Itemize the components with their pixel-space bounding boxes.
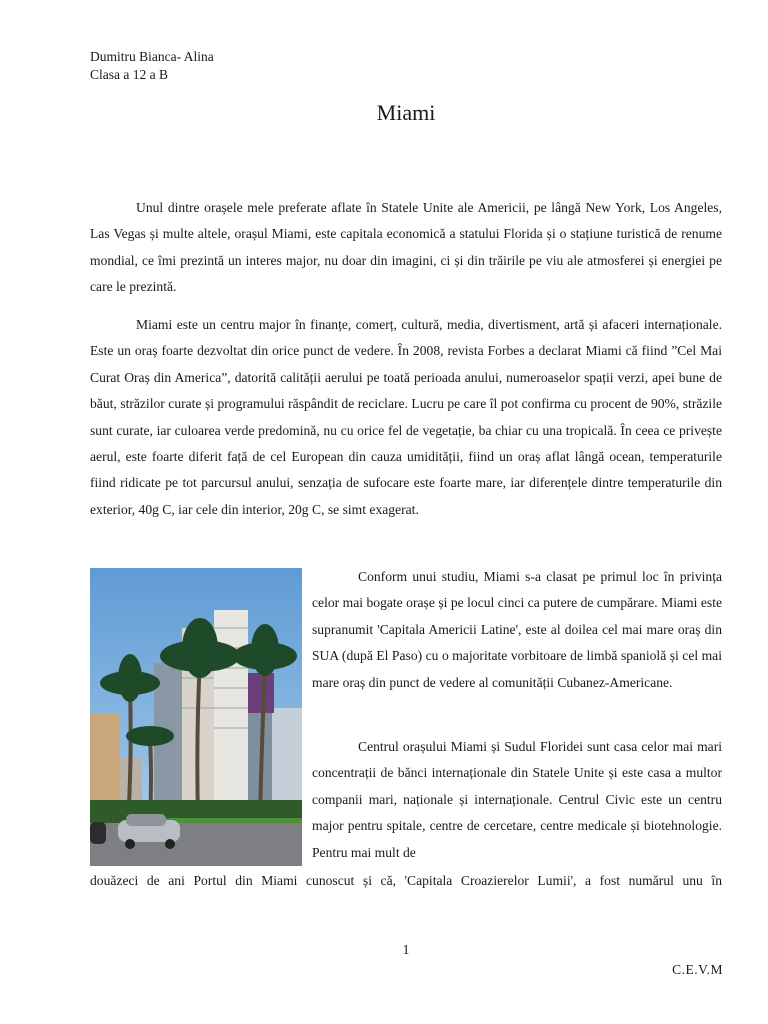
page-number: 1 [402,942,410,957]
author-name: Dumitru Bianca- Alina [90,49,214,64]
page-title: Miami [376,100,436,125]
author-block [90,48,214,84]
paragraph-downtown: Centrul orașului Miami și Sudul Floridei sunt casa celor mai mari concentrații de bănci internaționale din Statele Unite și este casa a multor companii mari, naționale și internaționale. Centrul Civic este un centru major pentru spitale, centre de cercetare, centre medicale și biotehnologie. Pentru mai mult de [312,739,722,860]
paragraph-downtown-continued: douăzeci de ani Portul din Miami cunoscut și că, 'Capitala Croazierelor Lumii', a fost numărul unu în [90,873,722,888]
footer-text: C.E.V.M [672,962,723,977]
paragraph-intro: Unul dintre orașele mele preferate aflate în Statele Unite ale Americii, pe lângă New York, Los Angeles, Las Vegas și multe altele, orașul Miami, este capitala economică a statului Florida și o stațiune turistică de renume mondial, ce îmi prezintă un interes major, nu doar din imagini, ci și din trăirile pe viu ale atmosferei și energiei pe care le prezintă. [90,200,722,295]
paragraph-wealth: Conform unui studiu, Miami s-a clasat pe primul loc în privința celor mai bogate orașe și pe locul cinci ca putere de cumpărare. Miami este supranumit 'Capitala Americii Latine', este al doilea cel mai mare oraș din SUA (după El Paso) cu o majoritate vorbitoare de limbă spaniolă și cel mai mare oraș din punct de vedere al comunității Cubanez-Americane. [312,569,722,690]
paragraph-center: Miami este un centru major în finanțe, comerț, cultură, media, divertisment, artă și afaceri internaționale. Este un oraș foarte dezvoltat din orice punct de vedere. În 2008, revista Forbes a declarat Miami că fiind ”Cel Mai Curat Oraș din America”, datorită calității aerului pe toată perioada anului, numeroaselor spații verzi, apei bune de băut, străzilor curate și programului răspândit de reciclare. Lucru pe care îl pot confirma cu procent de 90%, străzile sunt curate, iar culoarea verde predomină, nu cu orice fel de vegetație, ba chiar cu una tropicală. În ceea ce privește aerul, este foarte diferit față de cel European din cauza umidității, fiind un oraș aflat lângă ocean, temperaturile fiind ridicate pe tot parcursul anului, senzația de sufocare este foarte mare, iar diferențele dintre temperaturile din exterior, 40g C, iar cele din interior, 20g C, se simt exagerat. [90,317,722,517]
miami-photo [90,568,302,866]
class-name: Clasa a 12 a B [90,67,168,82]
